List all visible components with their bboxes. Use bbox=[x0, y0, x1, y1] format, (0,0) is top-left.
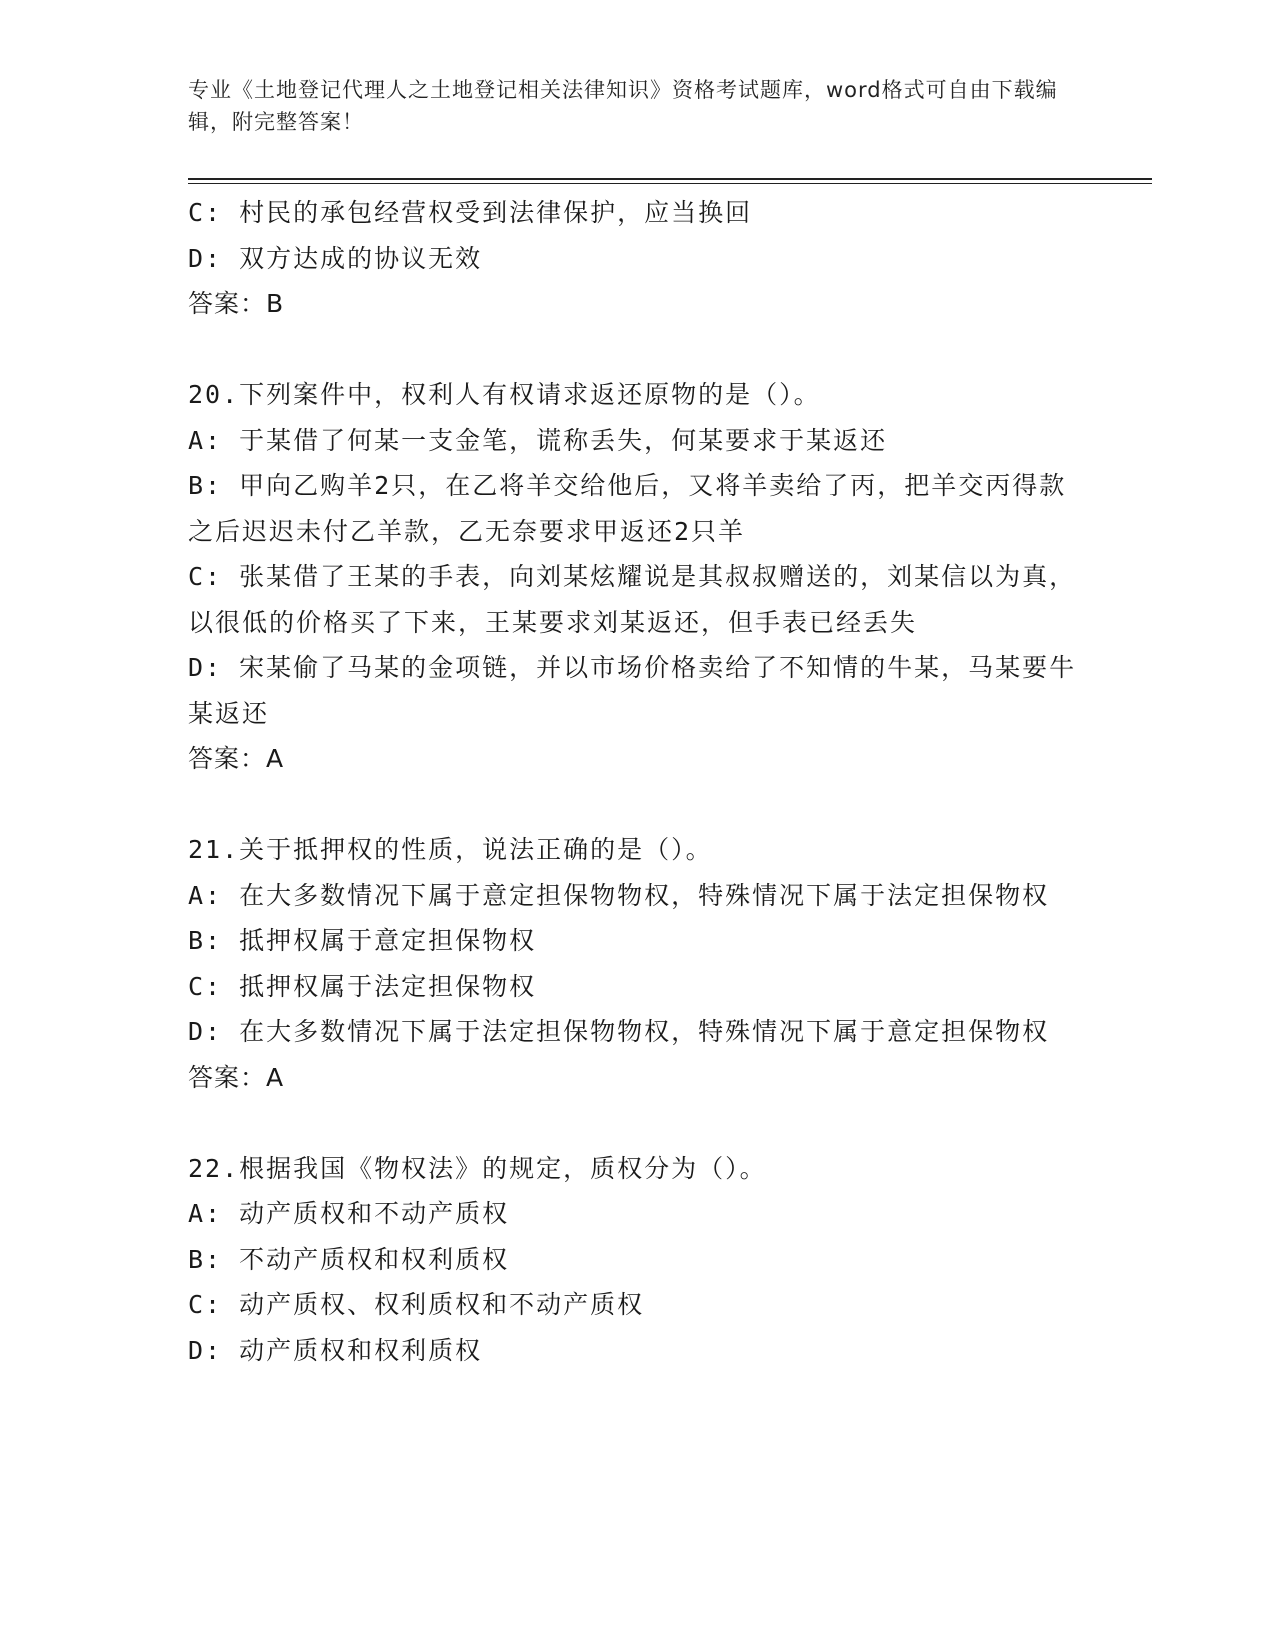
option-a: A: 动产质权和不动产质权 bbox=[188, 1199, 510, 1228]
question-21 bbox=[188, 827, 1088, 1100]
option-b: B: 抵押权属于意定担保物权 bbox=[188, 926, 537, 955]
option-c: C: 村民的承包经营权受到法律保护，应当换回 bbox=[188, 198, 753, 227]
question-stem: 21.关于抵押权的性质，说法正确的是（）。 bbox=[188, 835, 713, 864]
option-a: A: 在大多数情况下属于意定担保物物权，特殊情况下属于法定担保物权 bbox=[188, 880, 1050, 910]
header-divider-thick bbox=[188, 178, 1152, 180]
question-22 bbox=[188, 1146, 1088, 1374]
option-d: D: 双方达成的协议无效 bbox=[188, 243, 483, 273]
previous-question-tail bbox=[188, 190, 1088, 327]
option-b: B: 不动产质权和权利质权 bbox=[188, 1244, 510, 1274]
option-c: C: 张某借了王某的手表，向刘某炫耀说是其叔叔赠送的，刘某信以为真，以很低的价格买了下来，王某要求刘某返还，但手表已经丢失 bbox=[188, 562, 1077, 637]
spacer bbox=[188, 327, 1088, 373]
question-content bbox=[188, 190, 1088, 1373]
option-d: D: 在大多数情况下属于法定担保物物权，特殊情况下属于意定担保物权 bbox=[188, 1017, 1050, 1046]
spacer bbox=[188, 782, 1088, 828]
header-divider-thin bbox=[188, 183, 1152, 184]
option-b: B: 甲向乙购羊2只，在乙将羊交给他后，又将羊卖给了丙，把羊交丙得款之后迟迟未付乙羊款，乙无奈要求甲返还2只羊 bbox=[188, 471, 1067, 546]
question-stem: 22.根据我国《物权法》的规定，质权分为（）。 bbox=[188, 1153, 767, 1183]
question-stem: 20.下列案件中，权利人有权请求返还原物的是（）。 bbox=[188, 380, 821, 409]
spacer bbox=[188, 1100, 1088, 1146]
option-c: C: 抵押权属于法定担保物权 bbox=[188, 971, 537, 1001]
document-header bbox=[188, 74, 1068, 138]
option-c: C: 动产质权、权利质权和不动产质权 bbox=[188, 1290, 645, 1319]
option-d: D: 动产质权和权利质权 bbox=[188, 1335, 483, 1365]
option-d: D: 宋某偷了马某的金项链，并以市场价格卖给了不知情的牛某，马某要牛某返还 bbox=[188, 653, 1077, 728]
option-a: A: 于某借了何某一支金笔，谎称丢失，何某要求于某返还 bbox=[188, 425, 888, 455]
answer: 答案：A bbox=[188, 744, 285, 773]
answer: 答案：A bbox=[188, 1062, 285, 1092]
answer: 答案：B bbox=[188, 289, 285, 318]
question-20 bbox=[188, 372, 1088, 782]
header-text: 专业《土地登记代理人之土地登记相关法律知识》资格考试题库，word格式可自由下载编辑，附完整答案！ bbox=[188, 78, 1058, 134]
